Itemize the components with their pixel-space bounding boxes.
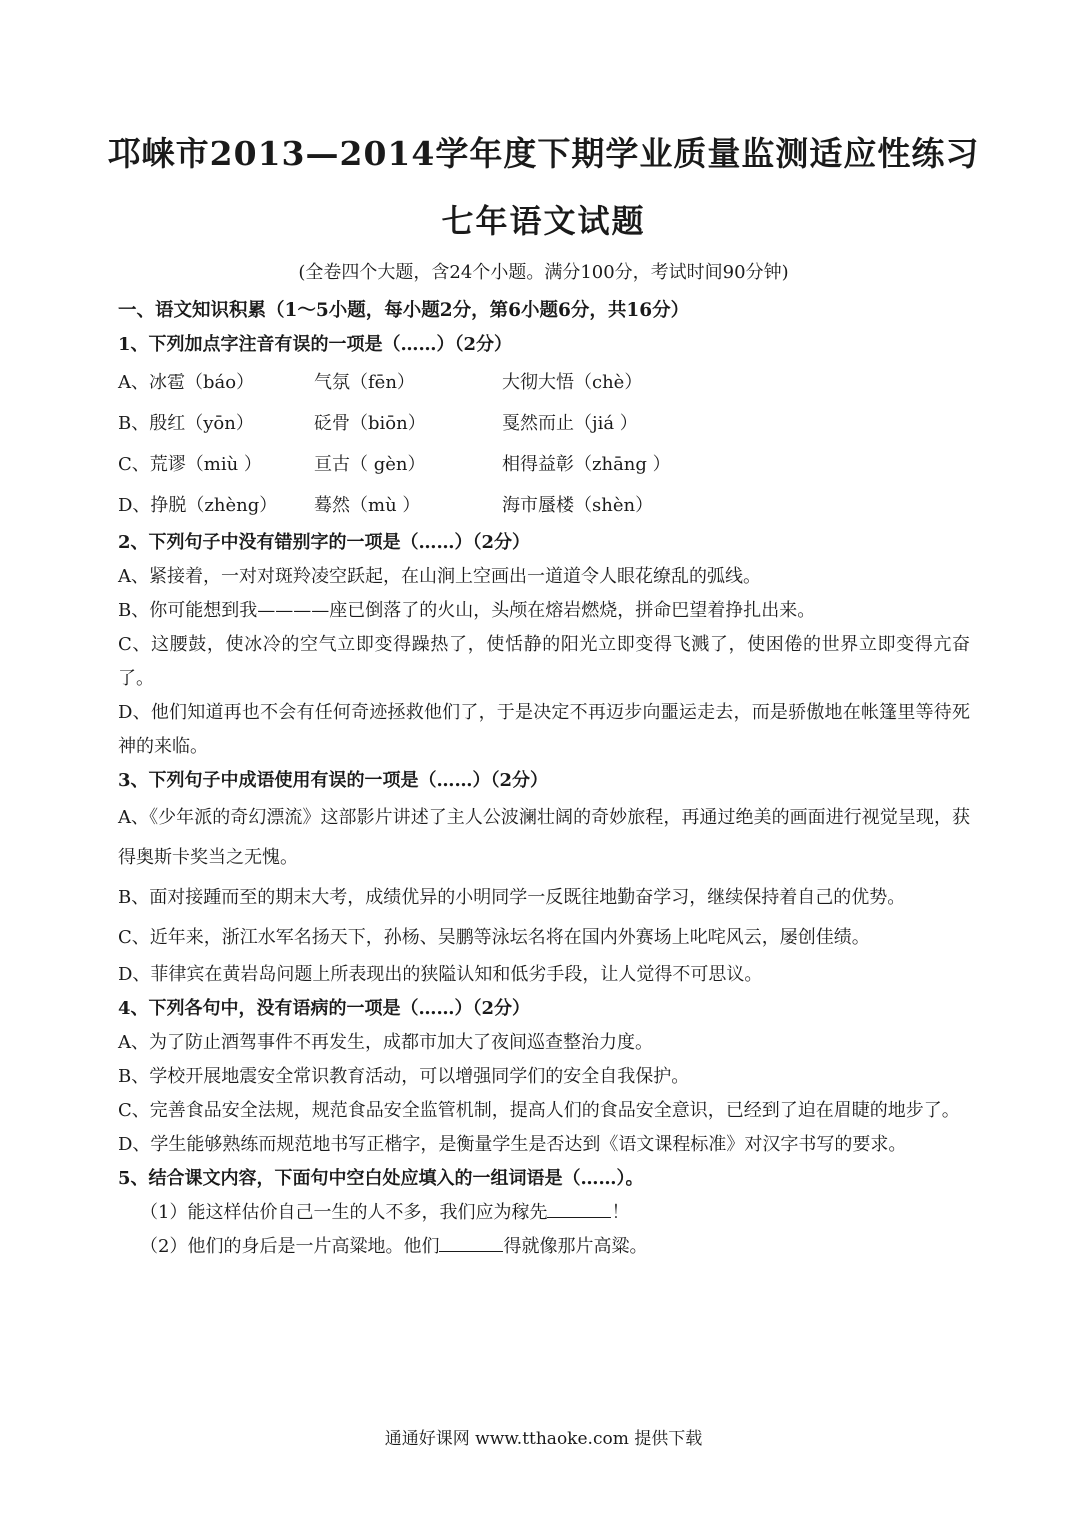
q5-s2-end: 得就像那片高粱。	[503, 1236, 648, 1257]
q1-d-col2: 蓦然（mù ）	[314, 495, 421, 516]
q4-option-d: D、学生能够熟练而规范地书写正楷字，是衡量学生是否达到《语文课程标准》对汉字书写的要求。	[118, 1134, 907, 1155]
q1-b-col1: B、殷红（yōn）	[118, 413, 254, 434]
question-1-stem: 1、下列加点字注音有误的一项是（……）（2分）	[118, 334, 513, 355]
question-3-stem: 3、下列句子中成语使用有误的一项是（……）（2分）	[118, 770, 549, 791]
q1-d-col3: 海市蜃楼（shèn）	[502, 495, 654, 516]
exam-subtitle: 七年语文试题	[441, 202, 646, 240]
exam-intro: (全卷四个大题，含24个小题。满分100分，考试时间90分钟)	[298, 262, 789, 283]
q5-s2-text: （2）他们的身后是一片高粱地。他们	[140, 1236, 440, 1257]
q2-option-c: C、这腰鼓，使冰冷的空气立即变得躁热了，使恬静的阳光立即变得飞溅了，使困倦的世界立即变得亢奋了。	[118, 634, 970, 689]
q4-option-a: A、为了防止酒驾事件不再发生，成都市加大了夜间巡查整治力度。	[118, 1032, 653, 1053]
q1-option-row-a	[118, 362, 970, 403]
q1-d-col1: D、挣脱（zhèng）	[118, 495, 278, 516]
q3-option-b: B、面对接踵而至的期末大考，成绩优异的小明同学一反既往地勤奋学习，继续保持着自己的优势。	[118, 887, 906, 908]
q5-sentence-1	[118, 1196, 970, 1230]
q2-option-d: D、他们知道再也不会有任何奇迹拯救他们了，于是决定不再迈步向噩运走去，而是骄傲地在帐篷里等待死神的来临。	[118, 702, 970, 757]
question-2-stem: 2、下列句子中没有错别字的一项是（……）（2分）	[118, 532, 531, 553]
q1-a-col1: A、冰雹（báo）	[118, 372, 255, 393]
q5-s1-end: ！	[611, 1202, 630, 1223]
q5-s1-blank[interactable]	[547, 1199, 611, 1218]
q3-option-d: D、菲律宾在黄岩岛问题上所表现出的狭隘认知和低劣手段，让人觉得不可思议。	[118, 964, 763, 985]
question-4-stem: 4、下列各句中，没有语病的一项是（……）（2分）	[118, 998, 531, 1019]
q1-a-col2: 气氛（fēn）	[314, 372, 415, 393]
q1-c-col3: 相得益彰（zhāng ）	[502, 454, 671, 475]
q1-b-col2: 砭骨（biōn）	[314, 413, 426, 434]
q3-option-c: C、近年来，浙江水军名扬天下，孙杨、吴鹏等泳坛名将在国内外赛场上叱咤风云，屡创佳绩。	[118, 927, 870, 948]
q4-option-c: C、完善食品安全法规，规范食品安全监管机制，提高人们的食品安全意识，已经到了迫在眉睫的地步了。	[118, 1100, 960, 1121]
q1-b-col3: 戛然而止（jiá ）	[502, 413, 638, 434]
q1-c-col2: 亘古（ gèn）	[314, 454, 426, 475]
q1-option-row-d	[118, 485, 970, 526]
exam-content	[118, 294, 970, 1264]
q1-option-row-c	[118, 444, 970, 485]
q1-option-row-b	[118, 403, 970, 444]
exam-title: 邛崃市2013—2014学年度下期学业质量监测适应性练习	[107, 134, 980, 173]
q3-option-a: A、《少年派的奇幻漂流》这部影片讲述了主人公波澜壮阔的奇妙旅程，再通过绝美的画面进行视觉呈现，获得奥斯卡奖当之无愧。	[118, 807, 970, 868]
q4-option-b: B、学校开展地震安全常识教育活动，可以增强同学们的安全自我保护。	[118, 1066, 690, 1087]
q2-option-b: B、你可能想到我————座已倒落了的火山，头颅在熔岩燃烧，拼命巴望着挣扎出来。	[118, 600, 816, 621]
q5-s2-blank[interactable]	[439, 1233, 503, 1252]
q1-c-col1: C、荒谬（miù ）	[118, 454, 262, 475]
q5-s1-text: （1）能这样估价自己一生的人不多，我们应为稼先	[140, 1202, 548, 1223]
page-footer: 通通好课网 www.tthaoke.com 提供下载	[384, 1429, 703, 1449]
q1-a-col3: 大彻大悟（chè）	[502, 372, 643, 393]
question-5-stem: 5、结合课文内容，下面句中空白处应填入的一组词语是（……）。	[118, 1168, 644, 1189]
section-heading: 一、语文知识积累（1～5小题，每小题2分，第6小题6分，共16分）	[118, 300, 690, 321]
q2-option-a: A、紧接着，一对对斑羚凌空跃起，在山涧上空画出一道道令人眼花缭乱的弧线。	[118, 566, 761, 587]
q5-sentence-2	[118, 1230, 970, 1264]
